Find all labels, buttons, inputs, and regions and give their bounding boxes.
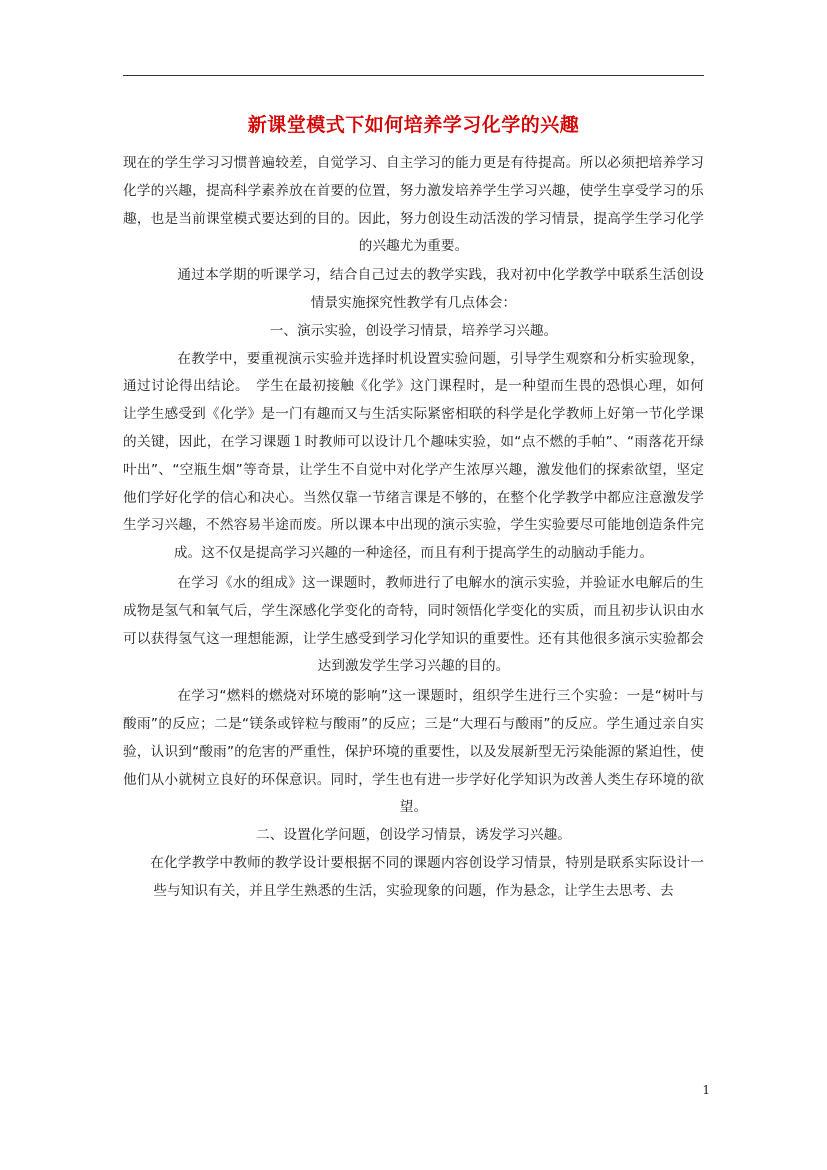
header-rule (123, 75, 704, 76)
document-title: 新课堂模式下如何培养学习化学的兴趣 (247, 114, 580, 136)
section-heading-2: 二、设置化学问题，创设学习情景，诱发学习兴趣。 (256, 827, 571, 844)
paragraph-acid-rain: 在学习“燃料的燃烧对环境的影响”这一课题时，组织学生进行三个实验：一是“树叶与酸雨”的反应；二是“镁条或锌粒与酸雨”的反应；三是“大理石与酸雨”的反应。学生通过亲自实验，认识到“酸雨”的危害的严重性，保护环境的重要性，以及发展新型无污染能源的紧迫性，使他们从小就树立良好的环保意识。同时，学生也有进一步学好化学知识为改善人类生存环境的欲望。 (123, 688, 704, 816)
paragraph-demo-experiments: 在教学中，要重视演示实验并选择时机设置实验问题，引导学生观察和分析实验现象，通过讨论得出结论。 学生在最初接触《化学》这门课程时，是一种望而生畏的恐惧心理，如何让学生感受到《化学》是一门有趣而又与生活实际紧密相联的科学是化学教师上好第一节化学课的关键，因此，在学习课题１时教师可以设计几个趣味实验，如“点不燃的手帕”、“雨落花开绿叶出”、“空瓶生烟”等奇景，让学生不自觉中对化学产生浓厚兴趣，激发他们的探索欲望，坚定他们学好化学的信心和决心。当然仅靠一节绪言课是不够的，在整个化学教学中都应注意激发学生学习兴趣，不然容易半途而废。所以课本中出现的演示实验，学生实验要尽可能地创造条件完成。这不仅是提高学习兴趣的一种途径，而且有利于提高学生的动脑动手能力。 (123, 350, 704, 562)
paragraph-water-composition: 在学习《水的组成》这一课题时，教师进行了电解水的演示实验，并验证水电解后的生成物是氢气和氧气后，学生深感化学变化的奇特，同时领悟化学变化的实质，而且初步认识由水可以获得氢气这一理想能源，让学生感受到学习化学知识的重要性。还有其他很多演示实验都会达到激发学生学习兴趣的目的。 (123, 574, 704, 675)
paragraph-problem-design: 在化学教学中教师的教学设计要根据不同的课题内容创设学习情景，特别是联系实际设计一些与知识有关，并且学生熟悉的生活，实验现象的问题，作为悬念，让学生去思考、去 (150, 854, 704, 899)
paragraph-reflection: 通过本学期的听课学习，结合自己过去的教学实践，我对初中化学教学中联系生活创设情景实施探究性教学有几点体会： (177, 267, 704, 311)
page-number: 1 (702, 1083, 710, 1097)
paragraph-intro: 现在的学生学习习惯普遍较差，自觉学习、自主学习的能力更是有待提高。所以必须把培养学习化学的兴趣，提高科学素养放在首要的位置，努力激发培养学生学习兴趣，使学生享受学习的乐趣，也是当前课堂模式要达到的目的。因此，努力创设生动活泼的学习情景，提高学生学习化学的兴趣尤为重要。 (123, 155, 704, 255)
document-body (123, 150, 704, 906)
section-heading-1: 一、演示实验，创设学习情景，培养学习兴趣。 (269, 322, 558, 339)
